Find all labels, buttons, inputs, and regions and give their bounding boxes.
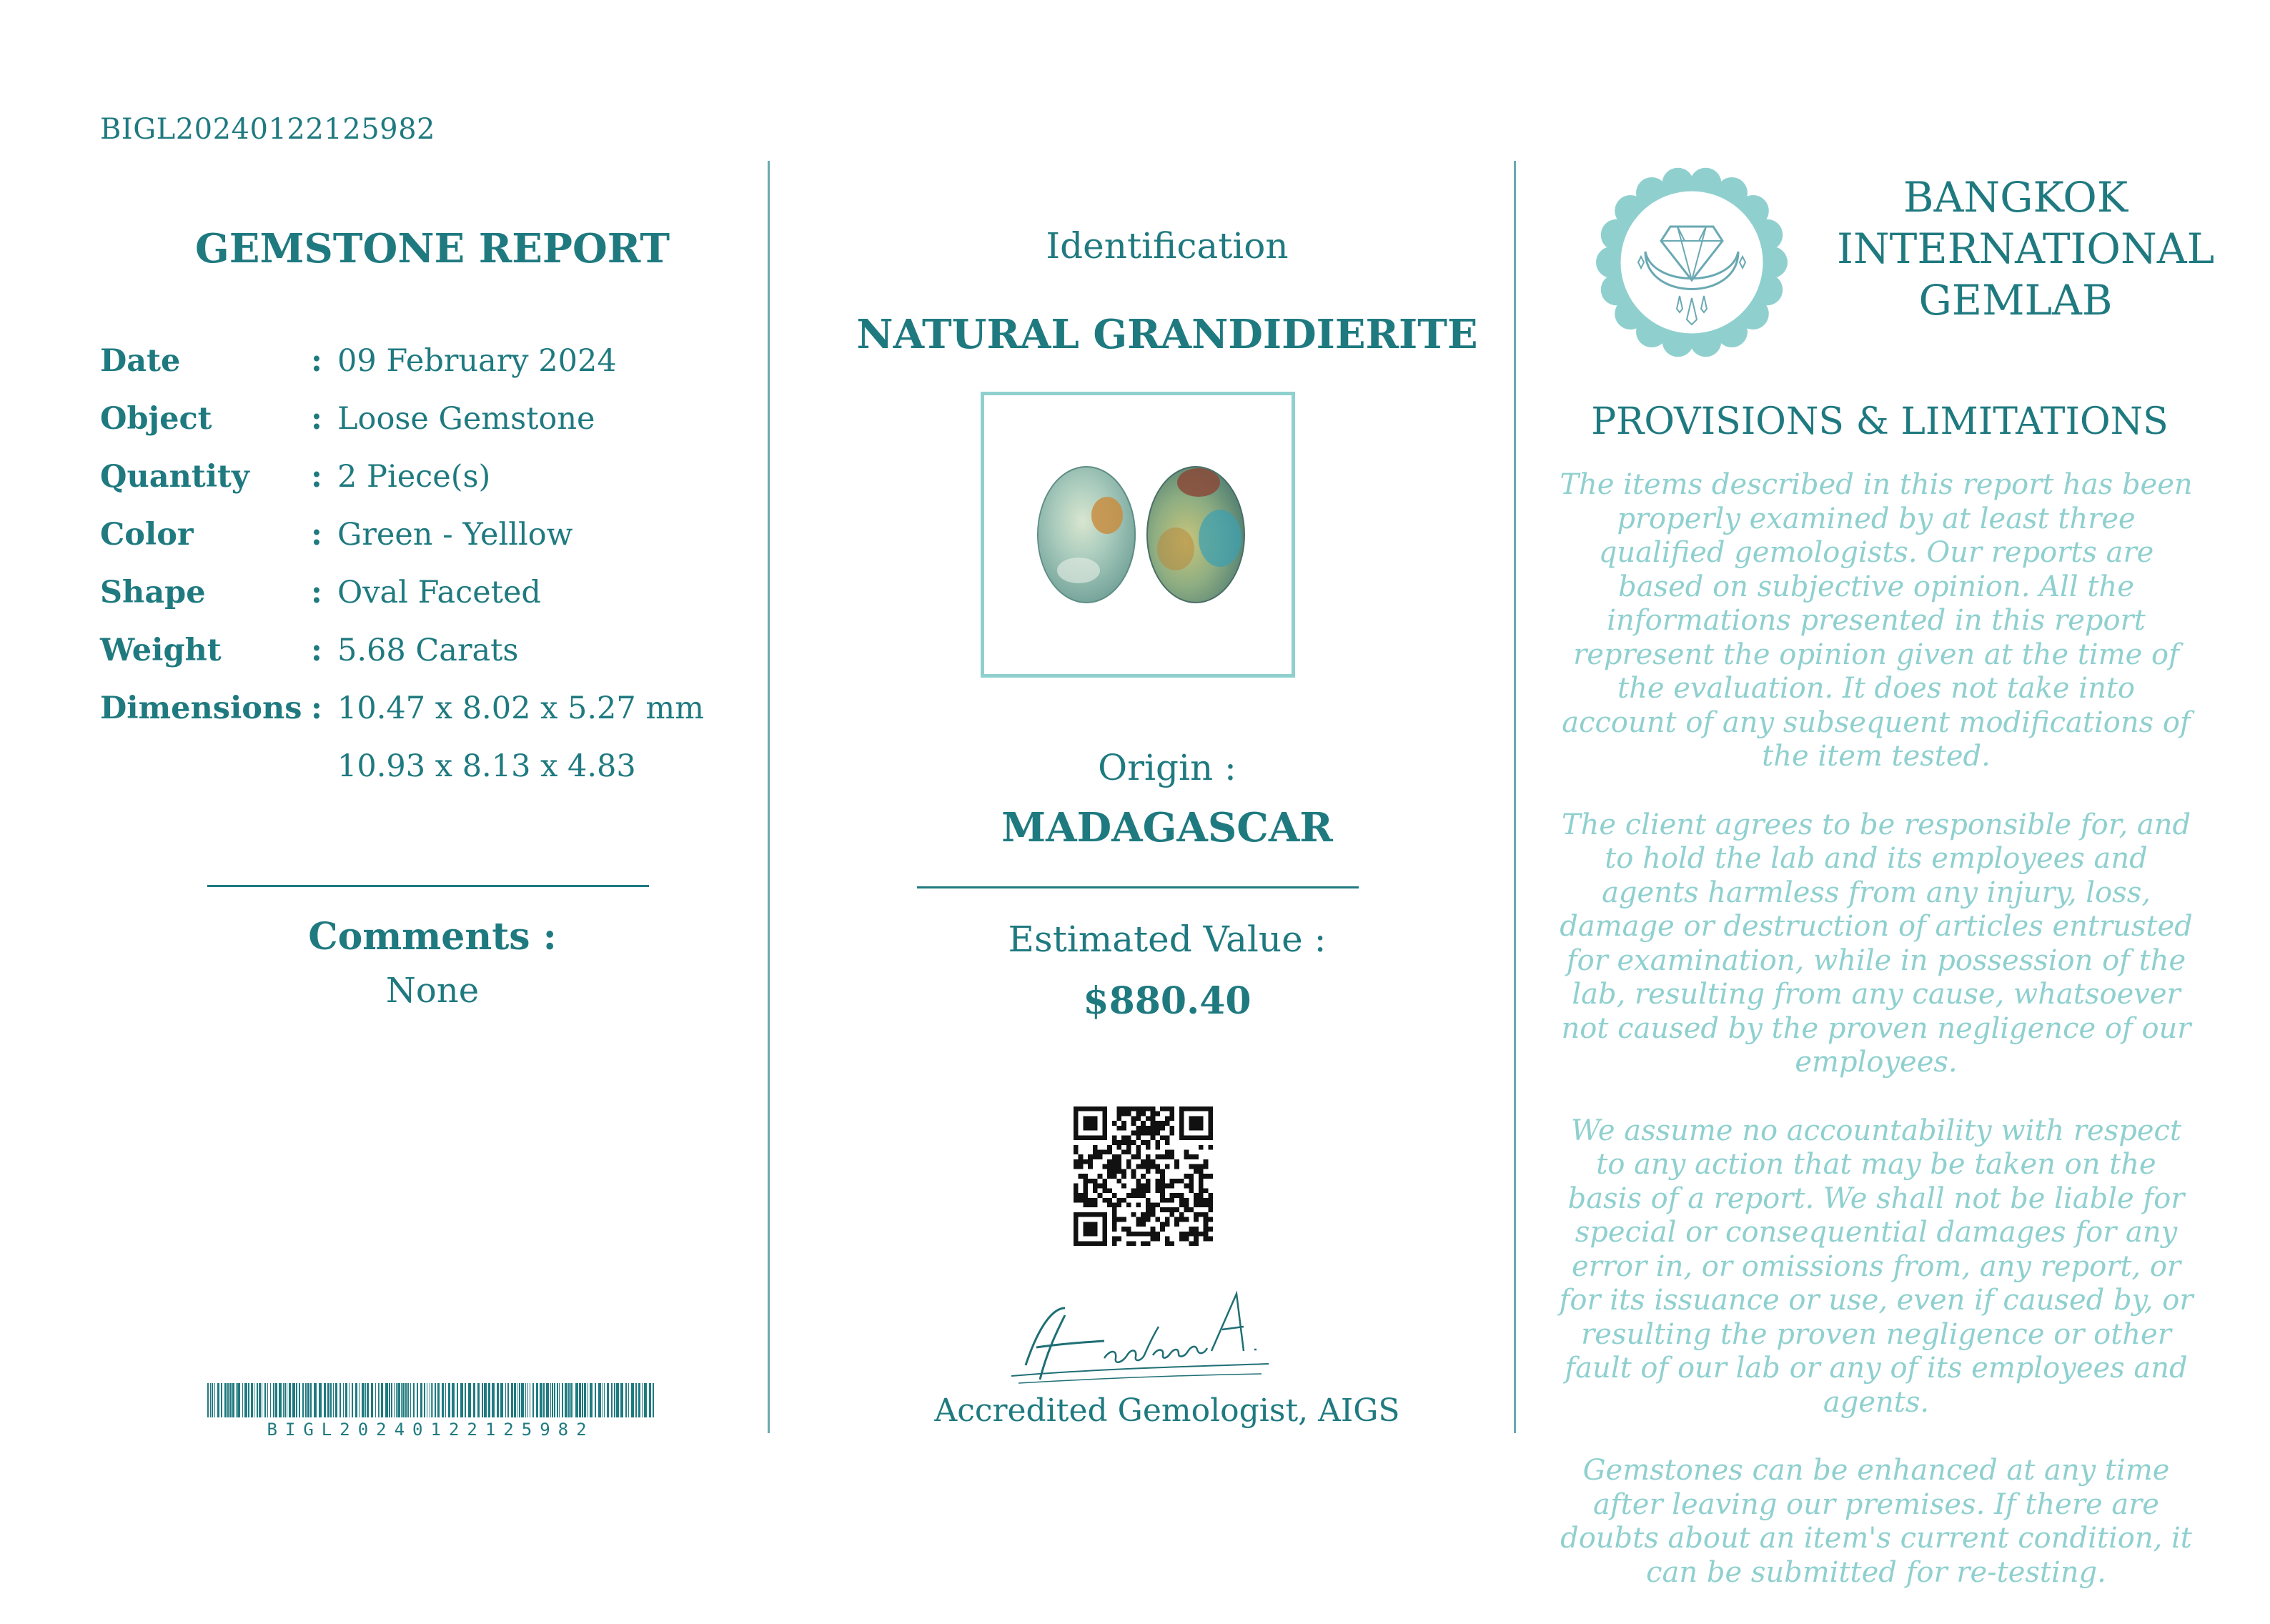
comments-label: Comments : (308, 915, 557, 959)
detail-value: 10.93 x 8.13 x 4.83 (337, 748, 636, 784)
detail-label: Weight (100, 633, 222, 668)
detail-value: 5.68 Carats (337, 633, 519, 668)
detail-label: Dimensions (100, 690, 302, 726)
provisions-paragraph: The items described in this report has been properly examined by at least three qualified gemologists. Our reports are based on subjective opinion. All the informations presented in this report represent the opinion given at the time of the evaluation. It does not take into account of any subsequent modifications of the item tested. (1560, 468, 2193, 773)
section-divider-middle (917, 886, 1359, 888)
provisions-paragraph: We assume no accountability with respect to any action that may be taken on the basis of a report. We shall not be liable for special or consequential damages for any error in, or omissions from, any report, or for its issuance or use, even if caused by, or resulting the proven negligence or other fault of our lab or any of its employees and agents. (1559, 1114, 2194, 1419)
estimated-value: $880.40 (1083, 979, 1252, 1023)
identification-label: Identification (1046, 225, 1289, 267)
detail-value: Loose Gemstone (337, 401, 595, 437)
lab-name-line3: GEMLAB (1918, 276, 2113, 325)
detail-colon: : (311, 575, 322, 610)
provisions-paragraph: The client agrees to be responsible for, and to hold the lab and its employees and agents harmless from any injury, loss, damage or destruction of articles entrusted for examination, while in possession of the lab, resulting from any cause, whatsoever not caused by the proven negligence of our employees. (1560, 808, 2193, 1079)
detail-label: Quantity (100, 459, 249, 495)
lab-name (1837, 172, 2215, 326)
signature-icon (997, 1279, 1283, 1394)
detail-colon: : (311, 459, 322, 495)
detail-label: Date (100, 343, 181, 379)
identification-value: NATURAL GRANDIDIERITE (856, 311, 1478, 358)
qr-code-icon[interactable] (1074, 1106, 1213, 1246)
detail-colon: : (311, 690, 322, 726)
detail-label: Shape (100, 575, 206, 610)
provisions-text (1558, 468, 2194, 1624)
gemstone-pair-image (984, 395, 1292, 674)
provisions-title: PROVISIONS & LIMITATIONS (1591, 400, 2169, 443)
detail-value: 2 Piece(s) (337, 459, 491, 495)
comments-value: None (385, 971, 480, 1011)
gem-seal-icon (1595, 166, 1788, 359)
report-number: BIGL20240122125982 (100, 113, 435, 146)
report-title: GEMSTONE REPORT (194, 225, 670, 272)
detail-label: Object (100, 401, 212, 437)
section-divider-left (207, 885, 649, 887)
detail-colon: : (311, 517, 322, 553)
detail-colon: : (311, 343, 322, 379)
detail-colon: : (311, 633, 322, 668)
origin-label: Origin : (1098, 747, 1236, 788)
lab-name-line2: INTERNATIONAL (1837, 224, 2215, 273)
signature-caption: Accredited Gemologist, AIGS (934, 1392, 1400, 1429)
detail-label: Color (100, 517, 194, 553)
barcode-text: BIGL20240122125982 (267, 1420, 595, 1440)
detail-value: 10.47 x 8.02 x 5.27 mm (337, 690, 704, 726)
origin-value: MADAGASCAR (1001, 804, 1333, 851)
provisions-paragraph: Gemstones can be enhanced at any time after leaving our premises. If there are doubts about an item's current condition, it can be submitted for re-testing. (1560, 1454, 2192, 1589)
gemstone-photo (981, 392, 1295, 678)
lab-name-line1: BANGKOK (1903, 173, 2128, 222)
detail-value: Oval Faceted (337, 575, 541, 610)
estimated-value-label: Estimated Value : (1008, 919, 1327, 960)
detail-colon: : (311, 401, 322, 437)
barcode-icon (207, 1383, 654, 1417)
detail-value: Green - Yelllow (337, 517, 573, 553)
detail-value: 09 February 2024 (337, 343, 617, 379)
